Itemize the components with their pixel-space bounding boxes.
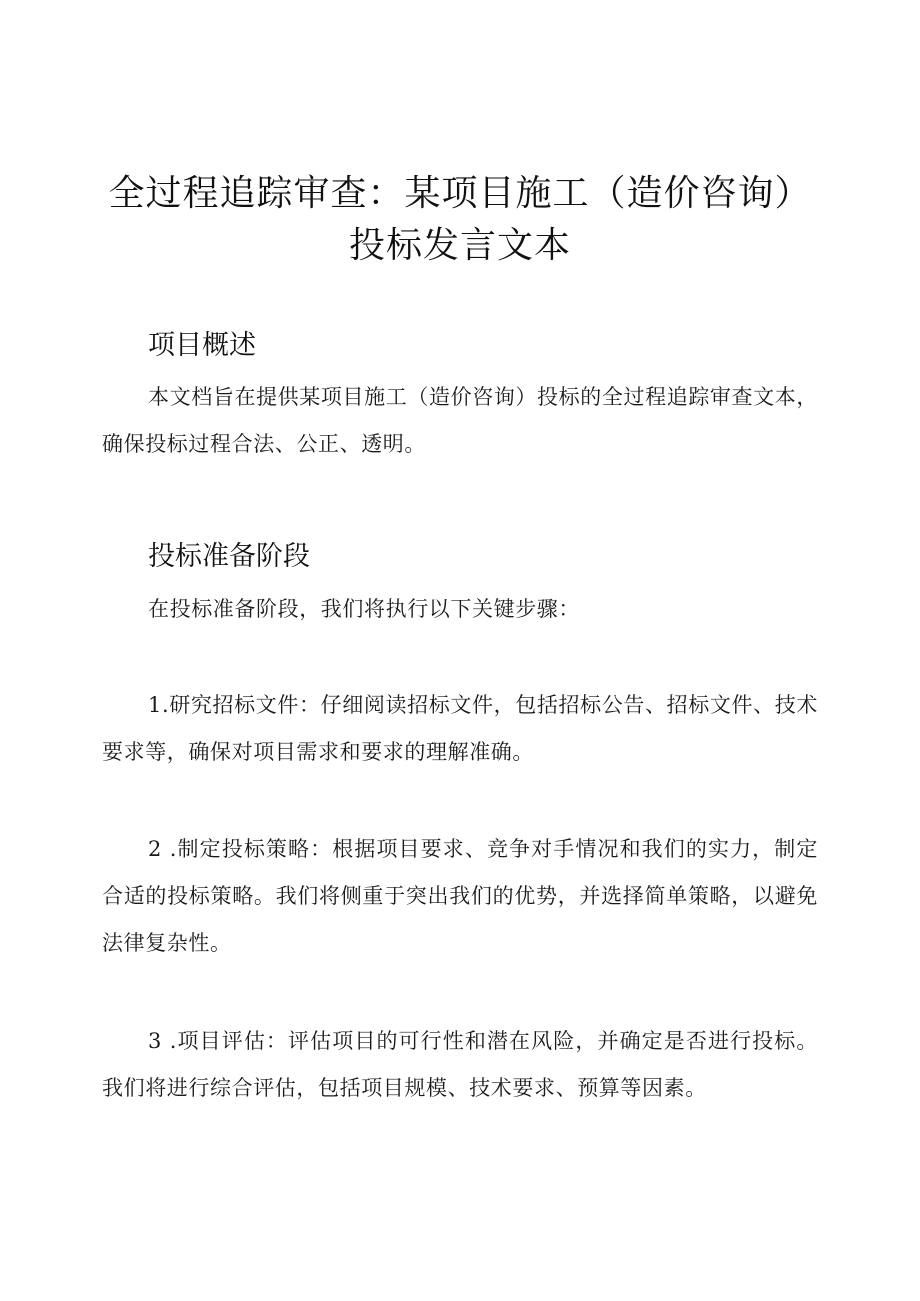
document-title-line1: 全过程追踪审查：某项目施工（造价咨询） xyxy=(108,173,812,214)
step-paragraph-1: 1.研究招标文件：仔细阅读招标文件，包括招标公告、招标文件、技术要求等，确保对项目需求和要求的理解准确。 xyxy=(102,693,818,764)
step-paragraph-2: 2 .制定投标策略：根据项目要求、竞争对手情况和我们的实力，制定合适的投标策略。我们将侧重于突出我们的优势，并选择简单策略，以避免法律复杂性。 xyxy=(102,837,818,955)
section-heading-preparation: 投标准备阶段 xyxy=(148,541,310,572)
section-heading-overview: 项目概述 xyxy=(148,330,256,361)
document-title-line2: 投标发言文本 xyxy=(348,225,571,266)
preparation-intro-paragraph: 在投标准备阶段，我们将执行以下关键步骤： xyxy=(148,597,580,621)
overview-paragraph: 本文档旨在提供某项目施工（造价咨询）投标的全过程追踪审查文本，确保投标过程合法、公正、透明。 xyxy=(102,385,818,456)
step-paragraph-3: 3 .项目评估：评估项目的可行性和潜在风险，并确定是否进行投标。我们将进行综合评估，包括项目规模、技术要求、预算等因素。 xyxy=(102,1029,818,1100)
